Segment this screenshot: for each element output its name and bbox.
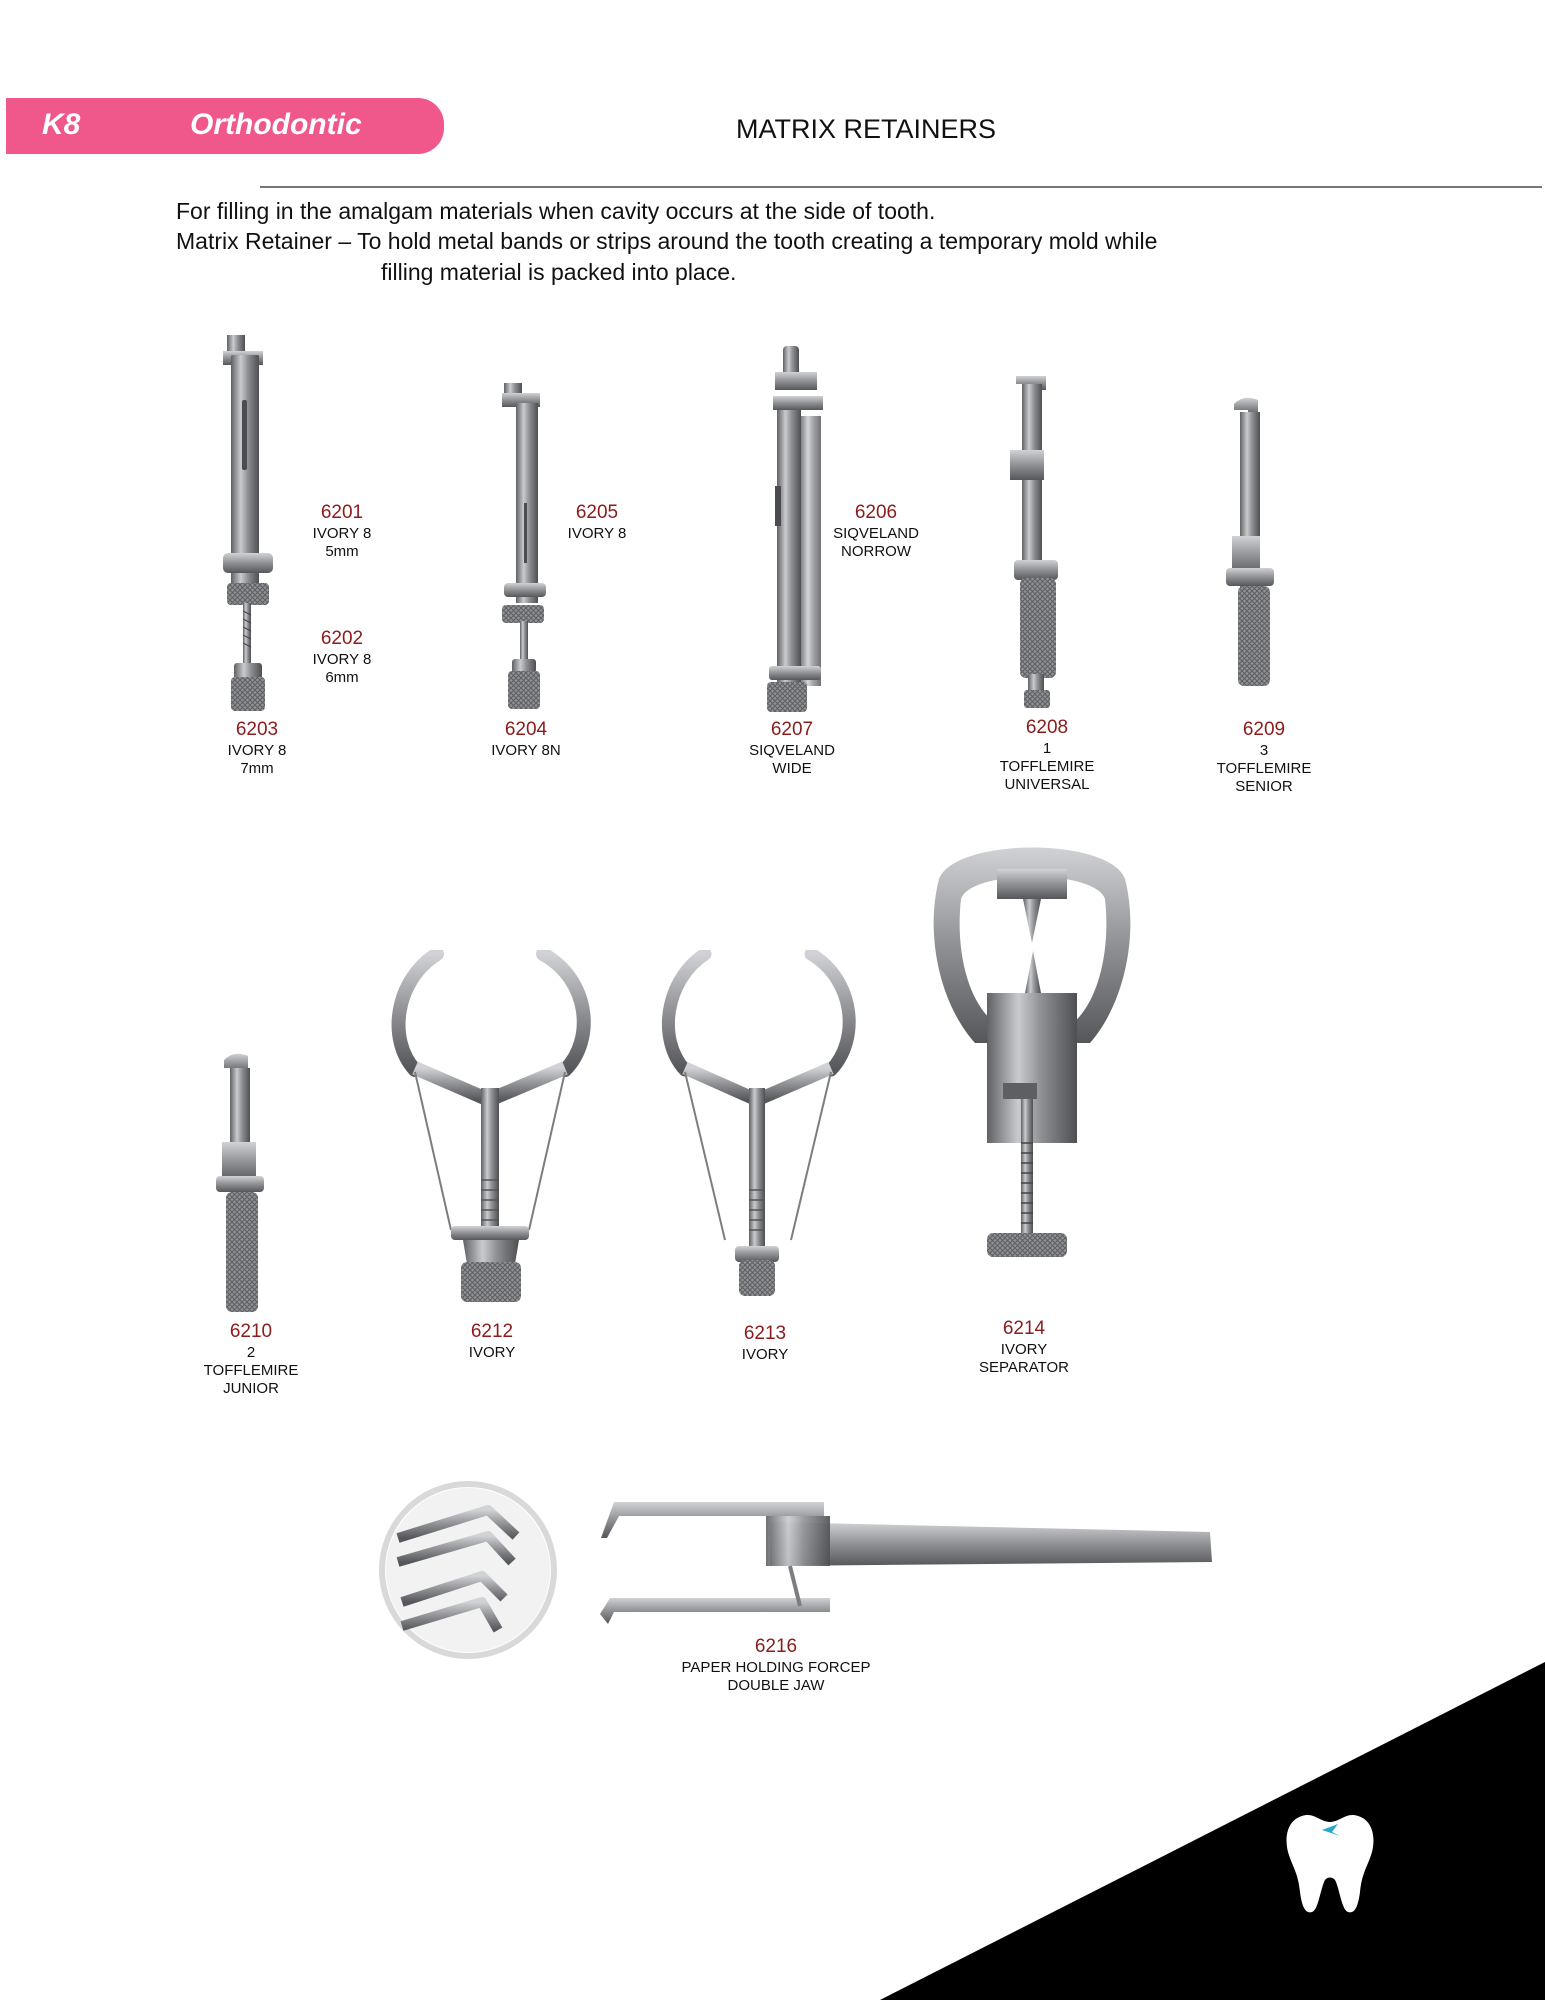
product-image-6210: [212, 1052, 282, 1317]
product-desc-6216: PAPER HOLDING FORCEP DOUBLE JAW: [681, 1659, 871, 1694]
product-desc-6203: IVORY 8 7mm: [227, 742, 287, 777]
product-desc-6214: IVORY SEPARATOR: [978, 1341, 1070, 1376]
product-code-6209: 6209: [1242, 719, 1286, 740]
product-desc-6204: IVORY 8N: [491, 742, 561, 759]
product-image-6207: [765, 346, 835, 716]
product-code-6208: 6208: [1025, 717, 1069, 738]
product-desc-6210: 2 TOFFLEMIRE JUNIOR: [203, 1344, 299, 1397]
section-tab: [6, 98, 444, 154]
product-code-6204: 6204: [504, 719, 548, 740]
product-code-6203: 6203: [235, 719, 279, 740]
product-image-6216: [590, 1496, 1220, 1636]
product-image-6208: [1010, 374, 1080, 714]
tooth-logo-icon: [1284, 1812, 1376, 1916]
product-desc-6205: IVORY 8: [567, 525, 627, 542]
product-image-6209: [1222, 396, 1292, 706]
product-desc-6209: 3 TOFFLEMIRE SENIOR: [1216, 742, 1312, 795]
product-desc-6207: SIQVELAND WIDE: [749, 742, 835, 777]
section-name: Orthodontic: [190, 108, 362, 141]
product-desc-6206: SIQVELAND NORROW: [833, 525, 919, 560]
product-desc-6202: IVORY 8 6mm: [312, 651, 372, 686]
header-divider: [260, 186, 1542, 188]
product-code-6210: 6210: [229, 1321, 273, 1342]
page-title: MATRIX RETAINERS: [736, 114, 997, 144]
intro-line-2: Matrix Retainer – To hold metal bands or strips around the tooth creating a temporary mold while: [176, 228, 1158, 254]
product-image-6213: [655, 950, 865, 1320]
product-code-6201: 6201: [320, 502, 364, 523]
product-code-6214: 6214: [1002, 1318, 1046, 1339]
product-desc-6212: IVORY: [468, 1344, 516, 1361]
product-code-6205: 6205: [575, 502, 619, 523]
product-desc-6208: 1 TOFFLEMIRE UNIVERSAL: [999, 740, 1095, 793]
product-image-6204: [496, 383, 556, 713]
product-desc-6201: IVORY 8 5mm: [312, 525, 372, 560]
product-code-6202: 6202: [320, 628, 364, 649]
intro-line-3: filling material is packed into place.: [381, 259, 737, 285]
product-code-6207: 6207: [770, 719, 814, 740]
product-detail-inset-6216: [378, 1480, 558, 1660]
product-code-6212: 6212: [470, 1321, 514, 1342]
product-code-6213: 6213: [743, 1323, 787, 1344]
product-image-6201: [215, 335, 285, 715]
product-code-6206: 6206: [854, 502, 898, 523]
product-code-6216: 6216: [754, 1636, 798, 1657]
product-desc-6213: IVORY: [741, 1346, 789, 1363]
product-image-6214: [925, 843, 1140, 1313]
section-code: K8: [42, 108, 81, 141]
product-image-6212: [385, 950, 600, 1320]
intro-line-1: For filling in the amalgam materials when cavity occurs at the side of tooth.: [176, 198, 936, 224]
